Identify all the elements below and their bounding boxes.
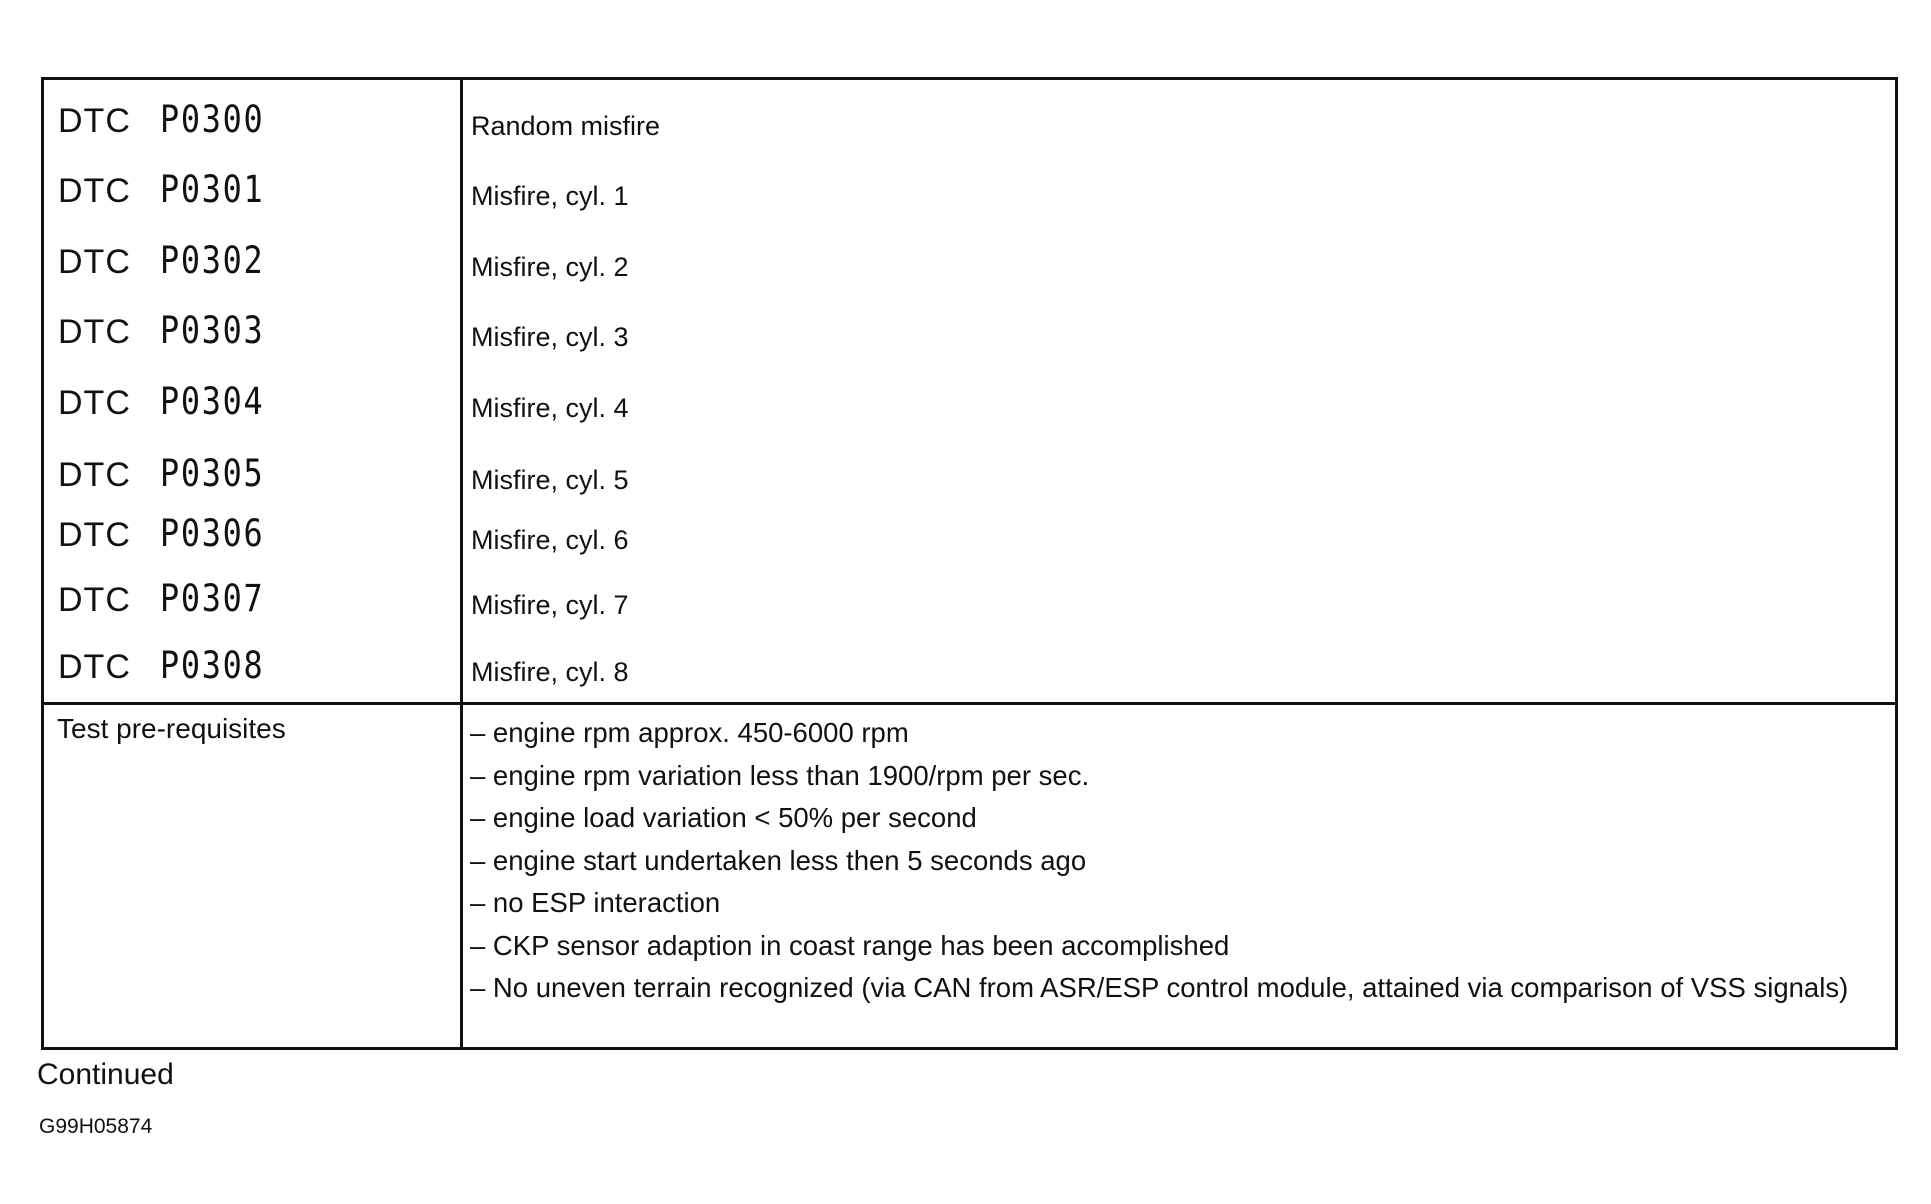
list-item: – CKP sensor adaption in coast range has been accomplished bbox=[470, 929, 1230, 961]
dtc-prefix: DTC bbox=[58, 172, 131, 210]
dtc-code: P0305 bbox=[160, 452, 265, 495]
dtc-label bbox=[58, 444, 281, 504]
dtc-description: Misfire, cyl. 7 bbox=[471, 590, 629, 620]
list-item: – engine rpm variation less than 1900/rpm per sec. bbox=[470, 759, 1090, 791]
dtc-prefix: DTC bbox=[58, 313, 131, 351]
dtc-code: P0301 bbox=[160, 168, 265, 211]
dtc-description: Misfire, cyl. 3 bbox=[471, 322, 629, 352]
dtc-description: Random misfire bbox=[471, 111, 661, 141]
dtc-code: P0308 bbox=[160, 644, 265, 687]
table-row bbox=[44, 444, 1895, 504]
dtc-label bbox=[58, 231, 281, 291]
table-row bbox=[44, 636, 1895, 696]
dtc-description: Misfire, cyl. 6 bbox=[471, 525, 629, 555]
table-row bbox=[44, 569, 1895, 629]
table-row bbox=[44, 90, 1895, 150]
prerequisites-label: Test pre-requisites bbox=[57, 713, 286, 744]
dtc-description: Misfire, cyl. 8 bbox=[471, 657, 629, 687]
table-row bbox=[44, 231, 1895, 291]
dtc-code: P0304 bbox=[160, 380, 265, 423]
dtc-code: P0303 bbox=[160, 309, 265, 352]
dtc-table bbox=[41, 77, 1898, 1050]
list-item: – engine start undertaken less then 5 seconds ago bbox=[470, 844, 1087, 876]
dtc-code: P0302 bbox=[160, 239, 265, 282]
dtc-prefix: DTC bbox=[58, 581, 131, 619]
row-divider bbox=[44, 702, 1895, 705]
dtc-prefix: DTC bbox=[58, 384, 131, 422]
list-item: – engine load variation < 50% per second bbox=[470, 802, 977, 833]
prerequisites-list bbox=[470, 712, 1870, 1007]
dtc-code: P0306 bbox=[160, 512, 265, 555]
dtc-prefix: DTC bbox=[58, 456, 131, 494]
dtc-prefix: DTC bbox=[58, 516, 131, 554]
table-row bbox=[44, 160, 1895, 220]
dtc-description: Misfire, cyl. 4 bbox=[471, 393, 629, 423]
dtc-label bbox=[58, 372, 281, 432]
table-row bbox=[44, 372, 1895, 432]
figure-id: G99H05874 bbox=[39, 1115, 153, 1138]
dtc-label bbox=[58, 160, 281, 220]
dtc-prefix: DTC bbox=[58, 243, 131, 281]
dtc-label bbox=[58, 569, 281, 629]
table-row bbox=[44, 504, 1895, 564]
dtc-label bbox=[58, 90, 281, 150]
table-row bbox=[44, 301, 1895, 361]
dtc-description: Misfire, cyl. 1 bbox=[471, 181, 629, 211]
dtc-prefix: DTC bbox=[58, 102, 131, 140]
dtc-label bbox=[58, 636, 281, 696]
dtc-label bbox=[58, 504, 281, 564]
dtc-code: P0300 bbox=[160, 98, 265, 141]
dtc-code: P0307 bbox=[160, 577, 265, 620]
dtc-label bbox=[58, 301, 281, 361]
list-item: – no ESP interaction bbox=[470, 887, 721, 918]
list-item: – No uneven terrain recognized (via CAN from ASR/ESP control module, attained via comparison of VSS signals) bbox=[470, 972, 1849, 1003]
continued-note: Continued bbox=[37, 1058, 174, 1091]
dtc-description: Misfire, cyl. 5 bbox=[471, 465, 629, 495]
dtc-prefix: DTC bbox=[58, 648, 131, 686]
dtc-description: Misfire, cyl. 2 bbox=[471, 252, 629, 282]
list-item: – engine rpm approx. 450-6000 rpm bbox=[470, 717, 909, 748]
